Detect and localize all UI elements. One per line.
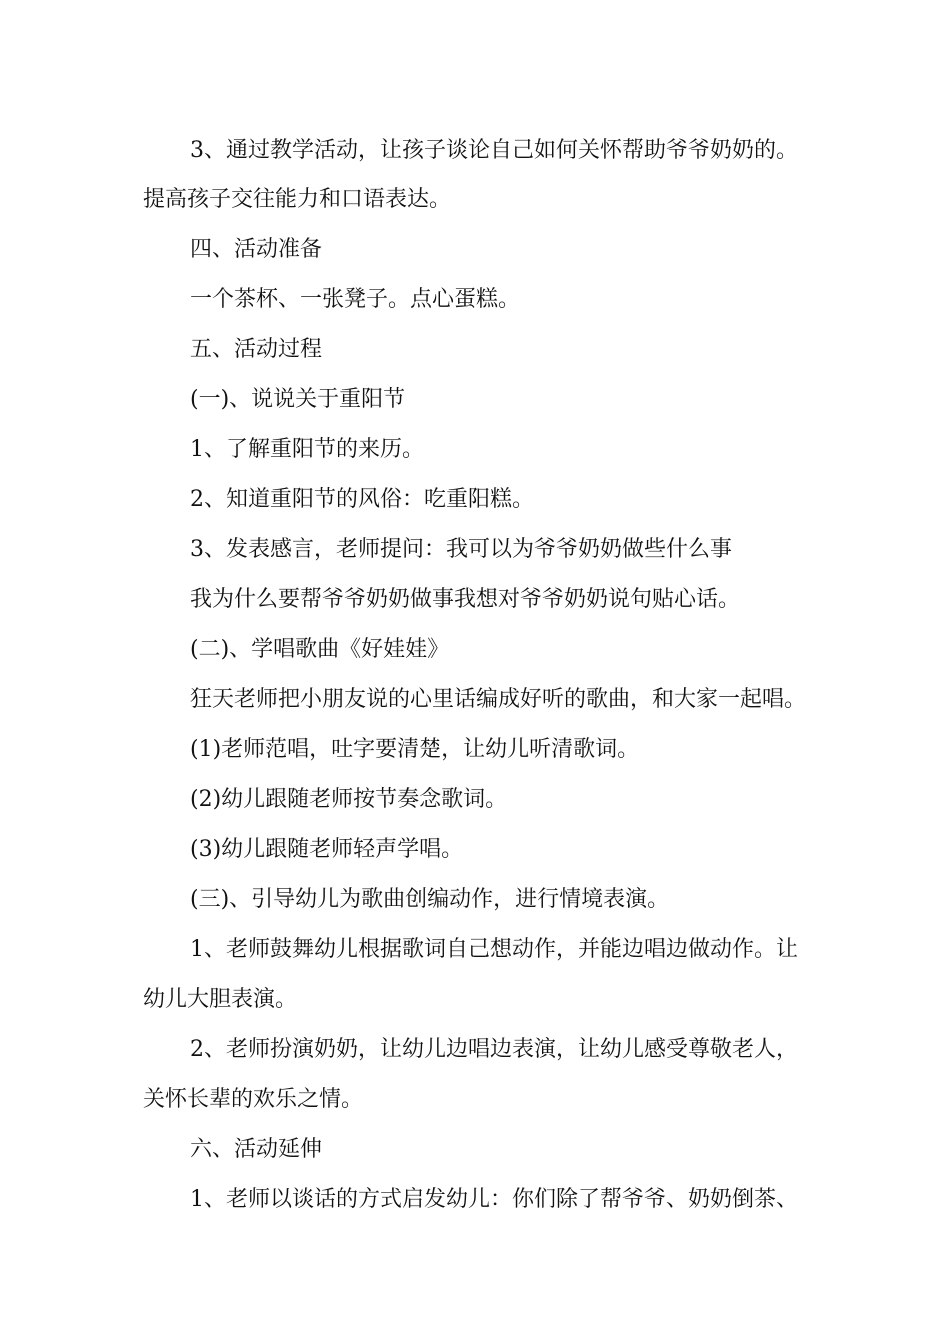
subsection-heading-3: (三)、引导幼儿为歌曲创编动作，进行情境表演。 bbox=[190, 887, 670, 912]
text-line-10: (2)幼儿跟随老师按节奏念歌词。 bbox=[190, 787, 508, 812]
text-line-4: 1、了解重阳节的来历。 bbox=[190, 437, 424, 462]
text-line-8: 狂天老师把小朋友说的心里话编成好听的歌曲，和大家一起唱。 bbox=[190, 687, 807, 712]
subsection-heading-2: (二)、学唱歌曲《好娃娃》 bbox=[190, 637, 450, 662]
text-line-2: 提高孩子交往能力和口语表达。 bbox=[143, 187, 452, 212]
subsection-heading-1: (一)、说说关于重阳节 bbox=[190, 387, 406, 412]
text-line-12: 1、老师鼓舞幼儿根据歌词自己想动作，并能边唱边做动作。让 bbox=[190, 937, 798, 962]
text-line-13: 幼儿大胆表演。 bbox=[143, 987, 298, 1012]
section-heading-4: 四、活动准备 bbox=[190, 237, 323, 262]
text-line-11: (3)幼儿跟随老师轻声学唱。 bbox=[190, 837, 464, 862]
text-line-15: 关怀长辈的欢乐之情。 bbox=[143, 1087, 364, 1112]
text-line-5: 2、知道重阳节的风俗：吃重阳糕。 bbox=[190, 487, 534, 512]
section-heading-6: 六、活动延伸 bbox=[190, 1137, 323, 1162]
text-line-1: 3、通过教学活动，让孩子谈论自己如何关怀帮助爷爷奶奶的。 bbox=[190, 138, 798, 163]
text-line-7: 我为什么要帮爷爷奶奶做事我想对爷爷奶奶说句贴心话。 bbox=[190, 587, 741, 612]
text-line-16: 1、老师以谈话的方式启发幼儿：你们除了帮爷爷、奶奶倒茶、 bbox=[190, 1187, 798, 1212]
text-line-9: (1)老师范唱，吐字要清楚，让幼儿听清歌词。 bbox=[190, 737, 640, 762]
text-line-14: 2、老师扮演奶奶，让幼儿边唱边表演，让幼儿感受尊敬老人， bbox=[190, 1037, 798, 1062]
section-heading-5: 五、活动过程 bbox=[190, 337, 323, 362]
text-line-3: 一个茶杯、一张凳子。点心蛋糕。 bbox=[190, 287, 521, 312]
text-line-6: 3、发表感言，老师提问：我可以为爷爷奶奶做些什么事 bbox=[190, 537, 732, 562]
